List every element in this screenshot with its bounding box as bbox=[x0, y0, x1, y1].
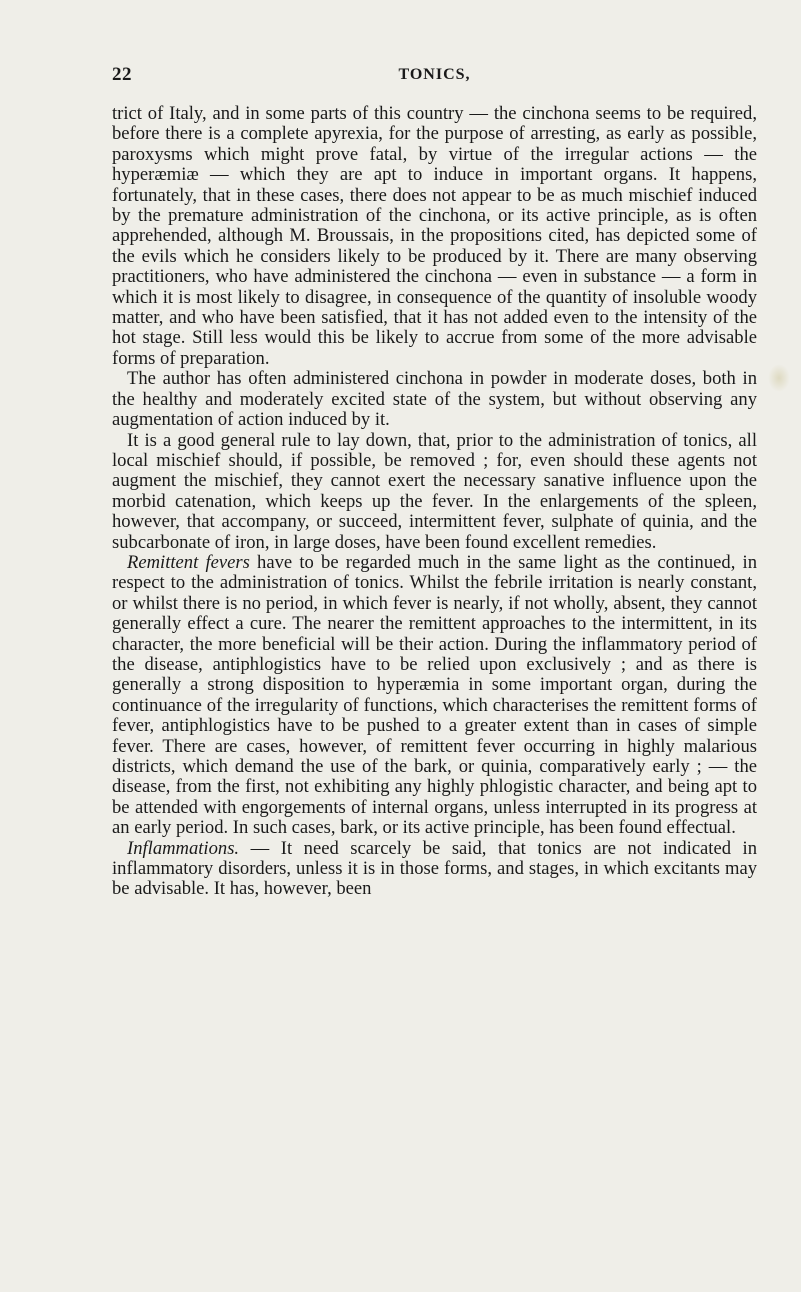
running-head bbox=[112, 64, 757, 88]
paragraph-text: The author has often administered cinchona in powder in moderate doses, both in the healthy and moderately excited state of the system, but without observing any augmentation of action induced by it. bbox=[112, 368, 757, 431]
paragraph-text: It is a good general rule to lay down, that, prior to the administration of tonics, all local mischief should, if possible, be removed ; for, even should these agents not augment the mischief, they cannot exert the necessary sanative influence upon the morbid catenation, which keeps up the fever. In the enlargements of the spleen, however, that accompany, or succeed, intermittent fever, sulphate of quinia, and the subcarbonate of iron, in large doses, have been found excellent remedies. bbox=[112, 429, 757, 553]
running-title: TONICS, bbox=[398, 66, 471, 83]
paragraph-text: trict of Italy, and in some parts of this country — the cinchona seems to be required, before there is a complete apyrexia, for the purpose of arresting, as early as possible, paroxysms which might prove fatal, by virtue of the irregular actions — the hyperæmiæ — which they are apt to induce in important organs. It happens, fortunately, that in these cases, there does not appear to be as much mischief induced by the premature administration of the cinchona, or its active principle, as is often apprehended, although M. Broussais, in the propositions cited, has depicted some of the evils which he considers likely to be produced by it. There are many observing practitioners, who have administered the cinchona — even in substance — a form in which it is most likely to disagree, in consequence of the quantity of insoluble woody matter, and who have been satisfied, that it has not added even to the intensity of the hot stage. Still less would this be likely to accrue from some of the more advisable forms of preparation. bbox=[112, 103, 757, 369]
body-text bbox=[112, 104, 757, 900]
paragraph-remittent-fevers bbox=[112, 553, 757, 839]
paragraph-text: have to be regarded much in the same light as the continued, in respect to the administration of tonics. Whilst the febrile irritation is nearly constant, or whilst there is no period, in which fever is nearly, if not wholly, absent, they cannot generally effect a cure. The nearer the remittent approaches to the intermittent, in its character, the more beneficial will be their action. During the inflammatory period of the disease, antiphlogistics have to be relied upon exclusively ; and as there is generally a strong disposition to hyperæmia in some important organ, during the continuance of the irregularity of functions, which characterises the remittent forms of fever, antiphlogistics have to be pushed to a greater extent than in cases of simple fever. There are cases, however, of remittent fever occurring in highly malarious districts, which demand the use of the bark, or quinia, comparatively early ; — the disease, from the first, not exhibiting any highly phlogistic character, and being apt to be attended with engorgements of internal organs, unless interrupted in its progress at an early period. In such cases, bark, or its active principle, has been found effectual. bbox=[112, 551, 758, 839]
inline-heading-remittent-fevers: Remittent fevers bbox=[127, 551, 250, 573]
paragraph-text: — It need scarcely be said, that tonics are not indicated in inflammatory disorders, unless it is in those forms, and stages, in which excitants may be advisable. It has, however, been bbox=[112, 837, 757, 900]
page-number: 22 bbox=[112, 64, 132, 85]
paragraph-general-rule bbox=[112, 431, 757, 553]
paper-stain bbox=[768, 364, 790, 392]
paragraph-inflammations bbox=[112, 839, 757, 900]
paragraph-author-observation bbox=[112, 369, 757, 430]
paragraph-continuation bbox=[112, 104, 757, 369]
inline-heading-inflammations: Inflammations. bbox=[127, 837, 240, 859]
